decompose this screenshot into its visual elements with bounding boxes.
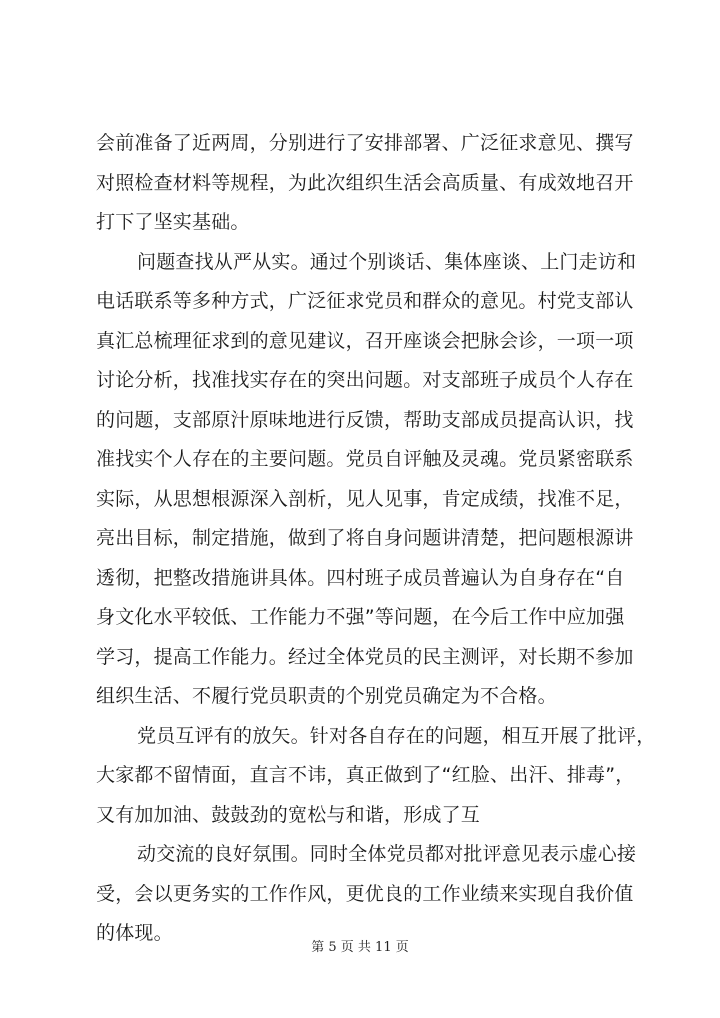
text-line: 受，会以更务实的工作作风，更优良的工作业绩来实现自我价值 xyxy=(96,882,634,905)
text-line: 电话联系等多种方式，广泛征求党员和群众的意见。村党支部认 xyxy=(96,290,634,312)
text-line: 的体现。 xyxy=(96,922,173,944)
text-line: 亮出目标，制定措施，做到了将自身问题讲清楚，把问题根源讲 xyxy=(96,527,634,549)
text-line: 透彻，把整改措施讲具体。四村班子成员普遍认为自身存在“自 xyxy=(96,566,625,589)
document-body xyxy=(96,124,656,954)
text-line: 准找实个人存在的主要问题。党员自评触及灵魂。党员紧密联系 xyxy=(96,448,634,470)
text-line: 实际，从思想根源深入剖析，见人见事，肯定成绩，找准不足， xyxy=(96,487,634,510)
text-line: 学习，提高工作能力。经过全体党员的民主测评，对长期不参加 xyxy=(96,645,634,668)
text-line: 打下了坚实基础。 xyxy=(96,211,250,233)
text-line: 又有加加油、鼓鼓劲的宽松与和谐，形成了互 xyxy=(96,803,481,826)
text-line: 大家都不留情面，直言不讳，真正做到了“红脸、出汗、排毒”， xyxy=(96,764,635,786)
paragraph-start-line: 动交流的良好氛围。同时全体党员都对批评意见表示虚心接 xyxy=(137,843,637,865)
text-line: 组织生活、不履行党员职责的个别党员确定为不合格。 xyxy=(96,685,557,707)
text-line: 对照检查材料等规程，为此次组织生活会高质量、有成效地召开 xyxy=(96,171,634,194)
text-line: 身文化水平较低、工作能力不强”等问题，在今后工作中应加强 xyxy=(96,606,625,628)
paragraph-start-line: 问题查找从严从实。通过个别谈话、集体座谈、上门走访和 xyxy=(137,250,637,273)
text-line: 真汇总梳理征求到的意见建议，召开座谈会把脉会诊，一项一项 xyxy=(96,329,634,352)
text-line: 会前准备了近两周，分别进行了安排部署、广泛征求意见、撰写 xyxy=(96,132,634,154)
page-number-footer: 第 5 页 共 11 页 xyxy=(311,940,409,955)
text-line: 讨论分析，找准找实存在的突出问题。对支部班子成员个人存在 xyxy=(96,369,634,391)
text-line: 的问题，支部原汁原味地进行反馈，帮助支部成员提高认识，找 xyxy=(96,408,634,431)
paragraph-start-line: 党员互评有的放矢。针对各自存在的问题，相互开展了批评， xyxy=(137,724,656,747)
